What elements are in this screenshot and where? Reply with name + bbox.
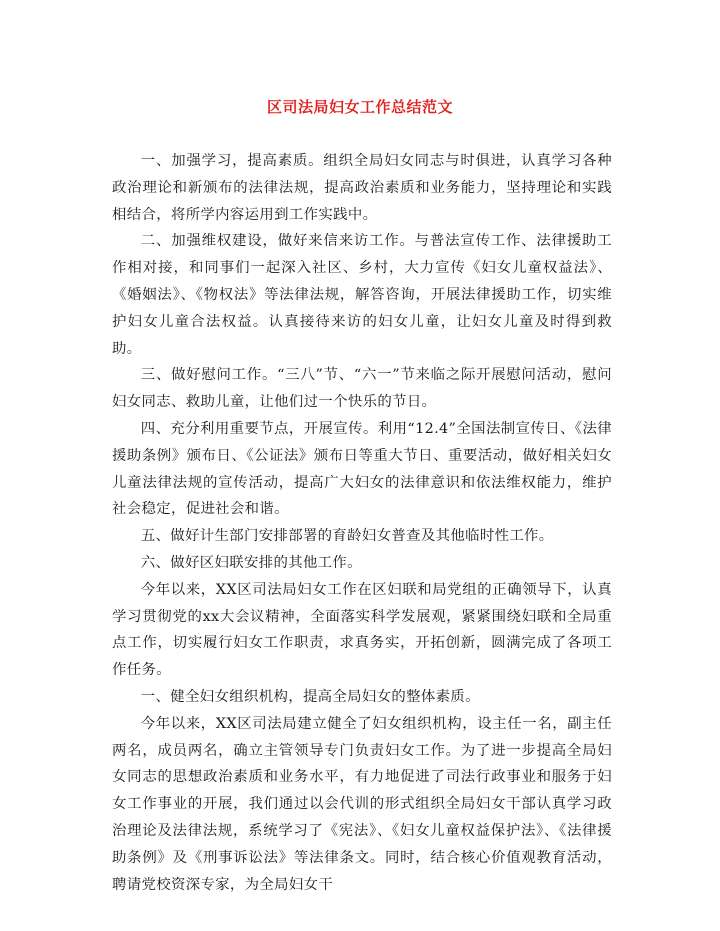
document-title: 区司法局妇女工作总结范文 <box>266 98 453 116</box>
paragraph: 今年以来，XX区司法局建立健全了妇女组织机构，设主任一名，副主任两名，成员两名，确立主管领导专门负责妇女工作。为了进一步提高全局妇女同志的思想政治素质和业务水平，有力地促进了司法行政事业和服务于妇女工作事业的开展，我们通过以会代训的形式组织全局妇女干部认真学习政治理论及法律法规，系统学习了《宪法》、《妇女儿童权益保护法》、《法律援助条例》及《刑事诉讼法》等法律条文。同时，结合核心价值观教育活动，聘请党校资深专家，为全局妇女干 <box>112 715 612 893</box>
paragraph: 一、加强学习，提高素质。组织全局妇女同志与时俱进，认真学习各种政治理论和新颁布的法律法规，提高政治素质和业务能力，坚持理论和实践相结合，将所学内容运用到工作实践中。 <box>112 153 612 223</box>
paragraph: 三、做好慰问工作。“三八”节、“六一”节来临之际开展慰问活动，慰问妇女同志、救助儿童，让他们过一个快乐的节日。 <box>112 367 612 411</box>
document-body <box>112 148 612 898</box>
paragraph: 五、做好计生部门安排部署的育龄妇女普查及其他临时性工作。 <box>140 528 554 545</box>
paragraph: 一、健全妇女组织机构，提高全局妇女的整体素质。 <box>140 688 480 705</box>
paragraph: 二、加强维权建设，做好来信来访工作。与普法宣传工作、法律援助工作相对接，和同事们一起深入社区、乡村，大力宣传《妇女儿童权益法》、《婚姻法》、《物权法》等法律法规，解答咨询，开展法律援助工作，切实维护妇女儿童合法权益。认真接待来访的妇女儿童，让妇女儿童及时得到救助。 <box>112 233 612 357</box>
paragraph: 四、充分利用重要节点，开展宣传。利用“12.4”全国法制宣传日、《法律援助条例》颁布日、《公证法》颁布日等重大节日、重要活动，做好相关妇女儿童法律法规的宣传活动，提高广大妇女的法律意识和依法维权能力，维护社会稳定，促进社会和谐。 <box>112 420 612 518</box>
paragraph: 六、做好区妇联安排的其他工作。 <box>140 554 362 571</box>
paragraph: 今年以来，XX区司法局妇女工作在区妇联和局党组的正确领导下，认真学习贯彻党的xx大会议精神，全面落实科学发展观，紧紧围绕妇联和全局重点工作，切实履行妇女工作职责，求真务实，开拓创新，圆满完成了各项工作任务。 <box>112 581 612 679</box>
